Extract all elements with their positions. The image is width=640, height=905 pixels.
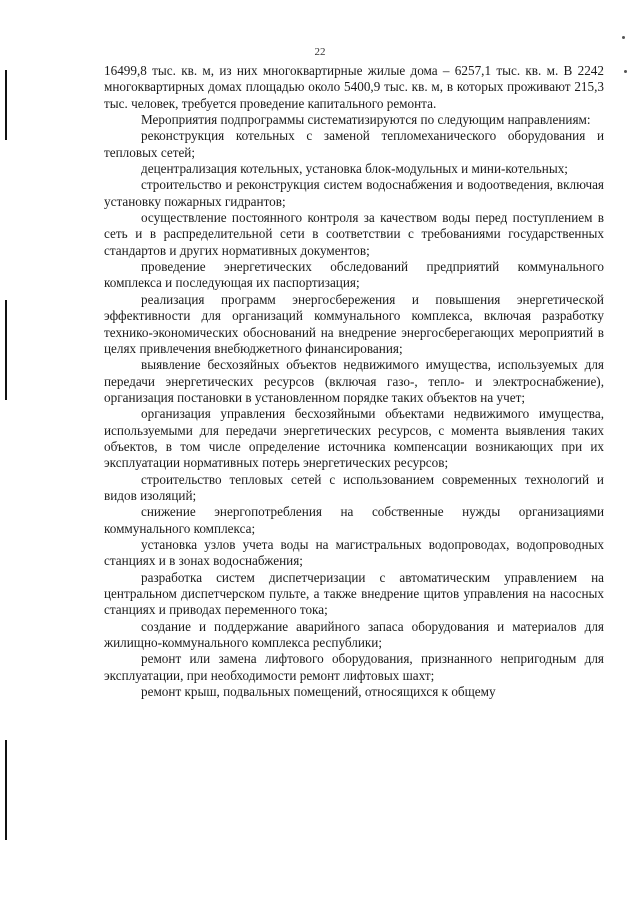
page-number: 22	[314, 46, 326, 58]
paragraph: установка узлов учета воды на магистральных водопроводах, водопроводных станциях и в зонах водоснабжения;	[104, 536, 604, 569]
paragraph: строительство и реконструкция систем водоснабжения и водоотведения, включая установку пожарных гидрантов;	[104, 177, 604, 209]
scan-speck	[622, 36, 625, 39]
paragraph: снижение энергопотребления на собственные нужды организациями коммунального комплекса;	[104, 504, 604, 536]
scan-edge-mark	[5, 300, 7, 400]
paragraph: реконструкция котельных с заменой тепломеханического оборудования и тепловых сетей;	[104, 128, 604, 160]
scan-edge-mark	[5, 70, 7, 140]
paragraph: разработка систем диспетчеризации с автоматическим управлением на центральном диспетчерском пульте, а также внедрение щитов управления на насосных станциях и приводах переменного тока;	[104, 569, 604, 618]
body-text	[104, 63, 604, 700]
paragraph: ремонт или замена лифтового оборудования, признанного непригодным для эксплуатации, при необходимости ремонт лифтовых шахт;	[104, 651, 604, 683]
paragraph: осуществление постоянного контроля за качеством воды перед поступлением в сеть и в распределительной сети в соответствии с требованиями государственных стандартов и других нормативных документов;	[104, 210, 604, 258]
paragraph: 16499,8 тыс. кв. м, из них многоквартирные жилые дома – 6257,1 тыс. кв. м. В 2242 многоквартирных домах площадью около 5400,9 тыс. кв. м, в которых проживают 215,3 тыс. человек, требуется проведение капитального ремонта.	[104, 63, 604, 111]
paragraph: выявление бесхозяйных объектов недвижимого имущества, используемых для передачи энергетических ресурсов (включая газо-, тепло- и электроснабжение), организация постановки в установленном порядке таких объектов на учет;	[104, 357, 604, 405]
paragraph: Мероприятия подпрограммы систематизируются по следующим направлениям:	[141, 112, 591, 128]
scan-edge-mark	[5, 740, 7, 840]
paragraph: проведение энергетических обследований предприятий коммунального комплекса и последующая их паспортизация;	[104, 259, 604, 291]
paragraph: реализация программ энергосбережения и повышения энергетической эффективности для организаций коммунального комплекса, включая разработку технико-экономических обоснований на внедрение энергосберегающих мероприятий в целях привлечения внебюджетного финансирования;	[104, 291, 604, 356]
paragraph: ремонт крыш, подвальных помещений, относящихся к общему	[141, 684, 496, 700]
paragraph: создание и поддержание аварийного запаса оборудования и материалов для жилищно-коммунального комплекса республики;	[104, 618, 604, 651]
scan-speck	[624, 70, 627, 73]
paragraph: строительство тепловых сетей с использованием современных технологий и видов изоляций;	[104, 471, 604, 503]
paragraph: децентрализация котельных, установка блок-модульных и мини-котельных;	[141, 161, 568, 177]
paragraph: организация управления бесхозяйными объектами недвижимого имущества, используемыми для передачи энергетических ресурсов, с момента выявления таких объектов, в том числе определение источника компенсации возникающих при их эксплуатации нормативных потерь энергетических ресурсов;	[104, 406, 604, 471]
